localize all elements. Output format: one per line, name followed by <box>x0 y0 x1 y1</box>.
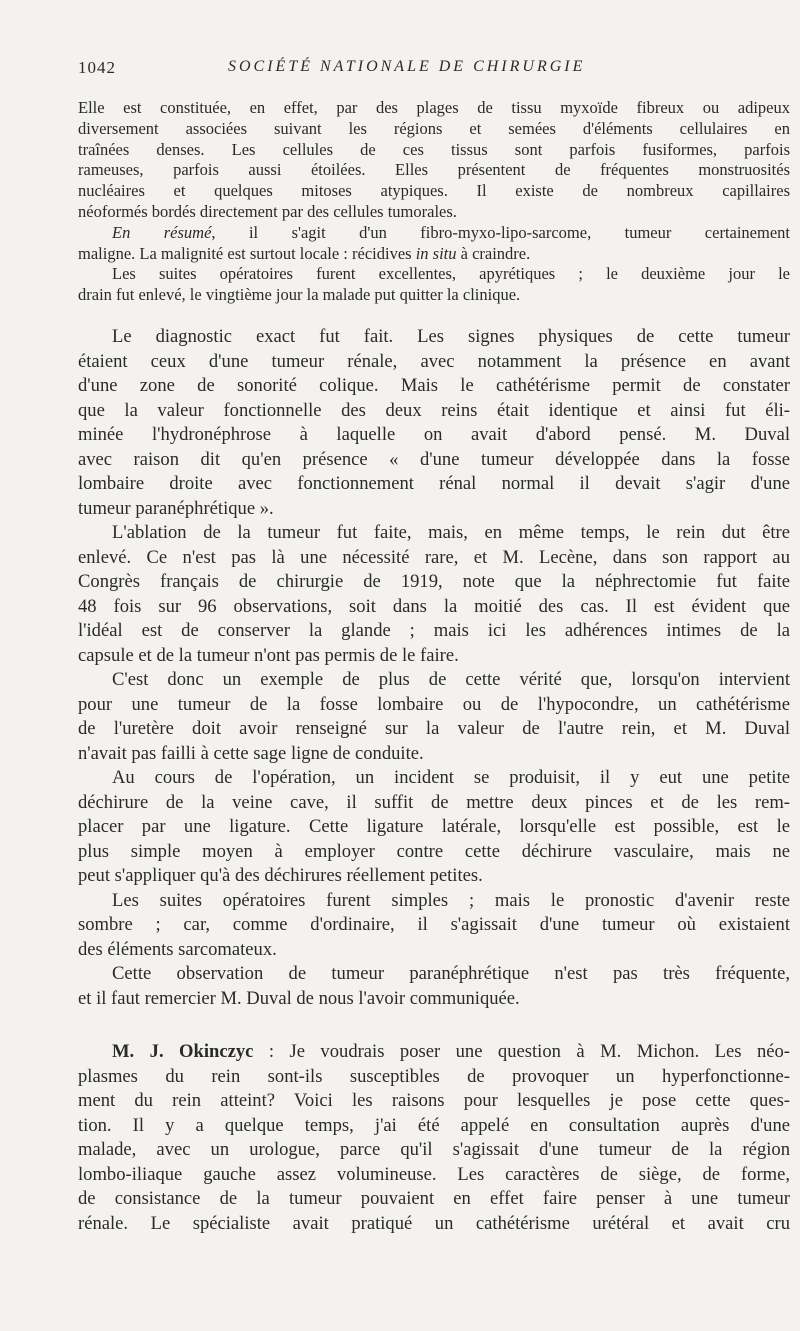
okinczyc-intervention <box>78 1040 790 1236</box>
text-line: capsule et de la tumeur n'ont pas permis de le faire. <box>78 644 459 666</box>
text-line: Au cours de l'opération, un incident se produisit, il y eut une petite <box>112 767 790 788</box>
text-line: enlevé. Ce n'est pas là une nécessité rare, et M. Lecène, dans son rapport au <box>78 546 790 568</box>
text-line: pour une tumeur de la fosse lombaire ou de l'hypocondre, un cathétérisme <box>78 693 790 715</box>
text-line: avec raison dit qu'en présence « d'une tumeur développée dans la fosse <box>78 448 790 470</box>
text-line: plus simple moyen à employer contre cette déchirure vasculaire, mais ne <box>78 840 790 862</box>
text-line: ment du rein atteint? Voici les raisons pour lesquelles je pose cette ques- <box>78 1090 790 1111</box>
text-line: que la valeur fonctionnelle des deux reins était identique et ainsi fut éli- <box>78 399 790 421</box>
text-line: de consistance de la tumeur pouvaient en effet faire penser à une tumeur <box>78 1188 790 1209</box>
text-line: Congrès français de chirurgie de 1919, note que la néphrectomie fut faite <box>78 571 790 592</box>
summary-line: En résumé, il s'agit d'un fibro-myxo-lipo-sarcome, tumeur certainement <box>112 222 791 242</box>
text-line: des éléments sarcomateux. <box>78 938 277 960</box>
page-header <box>78 58 794 80</box>
text-line: l'idéal est de conserver la glande ; mais ici les adhérences intimes de la <box>78 620 790 641</box>
running-title: SOCIÉTÉ NATIONALE DE CHIRURGIE <box>228 58 586 75</box>
en-resume: En résumé <box>112 222 212 242</box>
text-line: étaient ceux d'une tumeur rénale, avec notamment la présence en avant <box>78 350 790 372</box>
text-line: déchirure de la veine cave, il suffit de mettre deux pinces et de les rem- <box>78 791 790 813</box>
text-line: diversement associées suivant les régions et semées d'éléments cellulaires en <box>78 118 790 138</box>
text-line: placer par une ligature. Cette ligature latérale, lorsqu'elle est possible, est le <box>78 816 790 837</box>
text-line: néoformés bordés directement par des cellules tumorales. <box>78 201 457 221</box>
text-line: plasmes du rein sont-ils susceptibles de provoquer un hyperfonctionne- <box>78 1065 790 1087</box>
in-situ: in situ <box>415 243 457 263</box>
text-line: Les suites opératoires furent simples ; mais le pronostic d'avenir reste <box>112 889 790 911</box>
text-line: minée l'hydronéphrose à laquelle on avait d'abord pensé. M. Duval <box>78 424 790 445</box>
text-line: lombaire droite avec fonctionnement rénal normal il devait s'agir d'une <box>78 473 790 494</box>
text-line: de l'uretère doit avoir renseigné sur la valeur de l'autre rein, et M. Duval <box>78 718 790 739</box>
text-line: Elle est constituée, en effet, par des plages de tissu myxoïde fibreux ou adipeux <box>78 98 790 117</box>
text-line: nucléaires et quelques mitoses atypiques. Il existe de nombreux capillaires <box>78 181 790 201</box>
text-line: Cette observation de tumeur paranéphrétique n'est pas très fréquente, <box>112 963 790 984</box>
text-line: tumeur paranéphrétique ». <box>78 497 274 519</box>
text-line: et il faut remercier M. Duval de nous l'avoir communiquée. <box>78 987 520 1009</box>
commentary <box>78 325 790 1011</box>
text-line: Le diagnostic exact fut fait. Les signes physiques de cette tumeur <box>112 326 790 347</box>
text-line: lombo-iliaque gauche assez volumineuse. Les caractères de siège, de forme, <box>78 1163 790 1185</box>
text-line: drain fut enlevé, le vingtième jour la malade put quitter la clinique. <box>78 285 521 305</box>
page-number: 1042 <box>78 58 116 77</box>
summary-line: maligne. La malignité est surtout locale : récidives in situ à craindre. <box>78 243 531 263</box>
text-line: traînées denses. Les cellules de ces tissus sont parfois fusiformes, parfois <box>78 139 790 159</box>
speaker-name: M. J. Okinczyc <box>112 1041 254 1062</box>
text-line: C'est donc un exemple de plus de cette vérité que, lorsqu'on intervient <box>112 669 790 690</box>
text-line: M. J. Okinczyc : Je voudrais poser une question à M. Michon. Les néo- <box>112 1041 791 1062</box>
observation-details <box>78 98 790 306</box>
text-line: rameuses, parfois aussi étoilées. Elles présentent de fréquentes monstruosités <box>78 160 790 180</box>
text-line: L'ablation de la tumeur fut faite, mais, en même temps, le rein dut être <box>112 522 790 543</box>
text-line: malade, avec un urologue, parce qu'il s'agissait d'une tumeur de la région <box>78 1139 790 1160</box>
text-line: Les suites opératoires furent excellentes, apyrétiques ; le deuxième jour le <box>112 264 790 284</box>
text-line: n'avait pas failli à cette sage ligne de conduite. <box>78 742 424 764</box>
text-line: 48 fois sur 96 observations, soit dans la moitié des cas. Il est évident que <box>78 595 790 617</box>
text-line: peut s'appliquer qu'à des déchirures réellement petites. <box>78 865 483 886</box>
text-line: rénale. Le spécialiste avait pratiqué un cathétérisme urétéral et avait cru <box>78 1212 790 1234</box>
text-line: tion. Il y a quelque temps, j'ai été appelé en consultation auprès d'une <box>78 1114 790 1136</box>
text-line: sombre ; car, comme d'ordinaire, il s'agissait d'une tumeur où existaient <box>78 914 790 935</box>
text-line: d'une zone de sonorité colique. Mais le cathétérisme permit de constater <box>78 375 790 396</box>
